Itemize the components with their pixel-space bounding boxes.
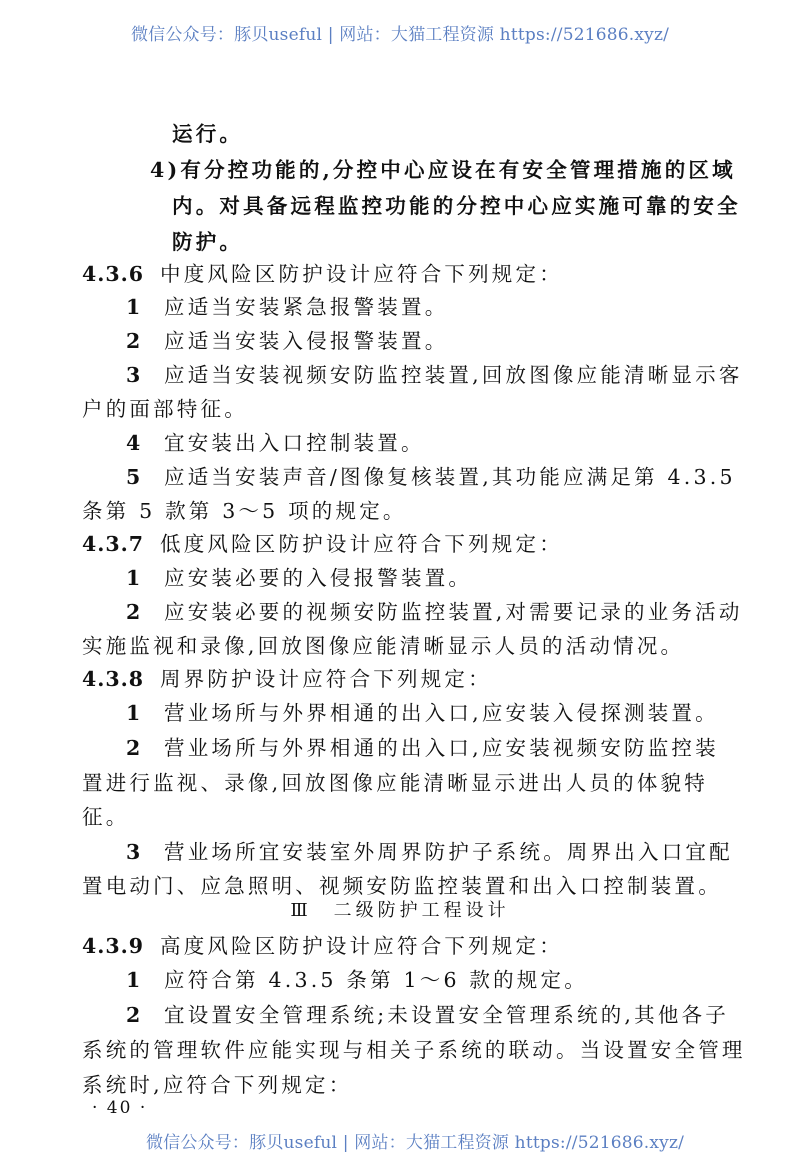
list-item <box>126 460 736 490</box>
item-continuation: 系统的管理软件应能实现与相关子系统的联动。当设置安全管理 <box>82 1038 746 1062</box>
item-number: 4 <box>126 431 144 455</box>
item-continuation: 征。 <box>82 805 130 829</box>
item-text: 应适当安装紧急报警装置。 <box>164 295 449 319</box>
item-text: 营业场所宜安装室外周界防护子系统。周界出入口宜配 <box>164 840 733 864</box>
page-number: · 40 · <box>92 1098 148 1118</box>
clause-number: 4.3.7 <box>82 532 145 556</box>
item-text: 应适当安装入侵报警装置。 <box>164 329 449 353</box>
clause-text: 周界防护设计应符合下列规定： <box>160 667 492 691</box>
paragraph-line: 内。对具备远程监控功能的分控中心应实施可靠的安全 <box>172 194 741 218</box>
paragraph-line: 4)有分控功能的,分控中心应设在有安全管理措施的区域 <box>150 158 736 182</box>
list-item <box>126 290 448 320</box>
clause-4-3-9 <box>82 929 563 959</box>
item-text: 应适当安装视频安防监控装置,回放图像应能清晰显示客 <box>164 363 743 387</box>
item-continuation: 置电动门、应急照明、视频安防监控装置和出入口控制装置。 <box>82 874 722 898</box>
list-item <box>126 358 743 388</box>
watermark-top: 微信公众号：豚贝useful | 网站：大猫工程资源 https://521686.xyz/ <box>130 25 670 45</box>
item-number: 1 <box>126 295 144 319</box>
item-continuation: 置进行监视、录像,回放图像应能清晰显示进出人员的体貌特 <box>82 771 708 795</box>
list-item <box>126 561 472 591</box>
item-number: 2 <box>126 600 144 624</box>
clause-4-3-8 <box>82 662 492 692</box>
item-number: 1 <box>126 701 144 725</box>
list-item <box>126 731 719 761</box>
section-heading: Ⅲ 二级防护工程设计 <box>290 900 510 921</box>
item-text: 营业场所与外界相通的出入口,应安装视频安防监控装 <box>164 736 719 760</box>
item-continuation: 系统时,应符合下列规定： <box>82 1073 353 1097</box>
item-continuation: 实施监视和录像,回放图像应能清晰显示人员的活动情况。 <box>82 634 685 658</box>
clause-text: 低度风险区防护设计应符合下列规定： <box>160 532 563 556</box>
item-continuation: 条第 5 款第 3～5 项的规定。 <box>82 499 407 523</box>
item-text: 应适当安装声音/图像复核装置,其功能应满足第 4.3.5 <box>164 465 736 489</box>
item-number: 2 <box>126 736 144 760</box>
list-item <box>126 835 733 865</box>
clause-text: 中度风险区防护设计应符合下列规定： <box>160 262 563 286</box>
item-number: 2 <box>126 329 144 353</box>
item-text: 营业场所与外界相通的出入口,应安装入侵探测装置。 <box>164 701 719 725</box>
list-item <box>126 324 448 354</box>
watermark-bottom: 微信公众号：豚贝useful | 网站：大猫工程资源 https://521686.xyz/ <box>145 1133 685 1153</box>
item-text: 应安装必要的视频安防监控装置,对需要记录的业务活动 <box>164 600 743 624</box>
item-text: 宜安装出入口控制装置。 <box>164 431 425 455</box>
item-number: 5 <box>126 465 144 489</box>
clause-number: 4.3.6 <box>82 262 145 286</box>
paragraph-line: 防护。 <box>172 230 244 254</box>
list-item <box>126 595 743 625</box>
list-item <box>126 963 588 993</box>
clause-4-3-7 <box>82 527 563 557</box>
list-item <box>126 998 729 1028</box>
clause-number: 4.3.9 <box>82 934 145 958</box>
item-number: 1 <box>126 566 144 590</box>
list-item <box>126 696 719 726</box>
item-number: 3 <box>126 840 144 864</box>
clause-4-3-6 <box>82 257 563 287</box>
clause-text: 高度风险区防护设计应符合下列规定： <box>160 934 563 958</box>
item-continuation: 户的面部特征。 <box>82 397 248 421</box>
item-text: 应符合第 4.3.5 条第 1～6 款的规定。 <box>164 968 588 992</box>
list-item <box>126 426 425 456</box>
item-number: 3 <box>126 363 144 387</box>
clause-number: 4.3.8 <box>82 667 145 691</box>
item-text: 应安装必要的入侵报警装置。 <box>164 566 473 590</box>
item-text: 宜设置安全管理系统;未设置安全管理系统的,其他各子 <box>164 1003 729 1027</box>
paragraph-line: 运行。 <box>172 122 244 146</box>
item-number: 1 <box>126 968 144 992</box>
item-number: 2 <box>126 1003 144 1027</box>
